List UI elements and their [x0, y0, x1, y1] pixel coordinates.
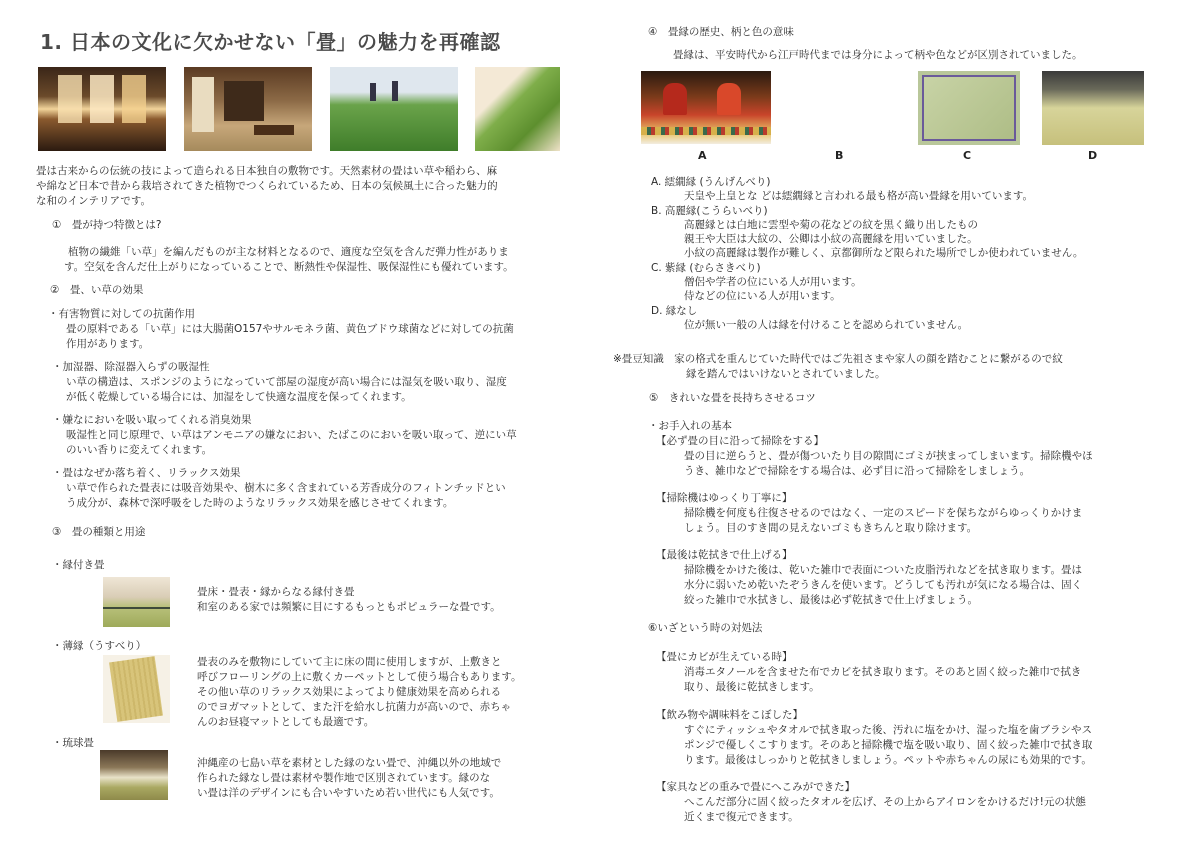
remedy-3-body-2: 近くまで復元できます。 — [684, 811, 799, 823]
tip-2-body-1: 掃除機を何度も往復させるのではなく、一定のスピードを保ちながらゆっくりかけま — [684, 507, 1083, 519]
photo-murasakiberi — [918, 71, 1020, 145]
photo-igusa-field — [330, 67, 458, 151]
intro-line-2: や綿など日本で昔から栽培されてきた植物でつくられているため、日本の気候風土に合った魅力的 — [36, 180, 498, 192]
photo-heri-tatami — [103, 577, 170, 627]
tip-1-title: 【必ず畳の目に沿って掃除をする】 — [656, 435, 824, 447]
effect-1-body-1: 畳の原料である「い草」には大腸菌O157やサルモネラ菌、黄色ブドウ球菌などに対しての抗菌 — [66, 323, 514, 335]
remedy-3-body-1: へこんだ部分に固く絞ったタオルを広げ、その上からアイロンをかけるだけ!元の状態 — [684, 796, 1086, 808]
heri-d-title: D. 縁なし — [651, 305, 698, 317]
tip-3-body-3: 絞った雑巾で水拭きし、最後は必ず乾拭きで仕上げましょう。 — [684, 594, 978, 606]
tip-1-body-2: うき、雑巾などで掃除をする場合は、必ず目に沿って掃除をしましょう。 — [684, 465, 1031, 477]
remedy-1-body-2: 取り、最後に乾拭きします。 — [684, 681, 820, 693]
type-3-body-2: 作られた縁なし畳は素材や製作地で区別されています。縁のな — [197, 772, 491, 784]
photo-herinashi — [1042, 71, 1144, 145]
trivia-line-2: 縁を踏んではいけないとされていました。 — [686, 368, 886, 380]
effect-4-body-2: う成分が、森林で深呼吸をした時のようなリラックス効果を感じさせてくれます。 — [66, 497, 454, 509]
type-3-title: ・琉球畳 — [52, 737, 94, 749]
remedy-1-title: 【畳にカビが生えている時】 — [656, 651, 793, 663]
effect-2-body-1: い草の構造は、スポンジのようになっていて部屋の湿度が高い場合には湿気を吸い取り、湿度 — [66, 376, 507, 388]
section-1-body-2: す。空気を含んだ仕上がりになっていることで、断熱性や保湿性、吸保湿性にも優れています。 — [64, 261, 514, 273]
remedy-2-title: 【飲み物や調味料をこぼした】 — [656, 709, 803, 721]
type-1-body-1: 畳床・畳表・縁からなる縁付き畳 — [197, 586, 355, 598]
effect-1-body-2: 作用があります。 — [66, 338, 150, 350]
type-2-body-3: その他い草のリラックス効果によってより健康効果を高められる — [197, 686, 502, 698]
tip-1-body-1: 畳の目に逆らうと、畳が傷ついたり目の隙間にゴミが挟まってしまいます。掃除機やほ — [684, 450, 1093, 462]
heri-c-body-2: 侍などの位にいる人が用います。 — [684, 290, 841, 302]
heri-a-title: A. 繧繝縁 (うんげんべり) — [651, 176, 771, 188]
tip-2-body-2: しょう。目のすき間の見えないゴミもきちんと取り除けます。 — [684, 522, 978, 534]
effect-3-title: ・嫌なにおいを吸い取ってくれる消臭効果 — [52, 414, 252, 426]
section-6-heading: ⑥いざという時の対処法 — [648, 622, 763, 634]
section-4-heading: ④ 畳縁の歴史、柄と色の意味 — [648, 26, 794, 38]
photo-ungenberi-dolls — [641, 71, 771, 144]
page-title: 1. 日本の文化に欠かせない「畳」の魅力を再確認 — [40, 30, 501, 54]
photo-igusa-bundle — [475, 67, 560, 151]
section-5-heading: ⑤ きれいな畳を長持ちさせるコツ — [649, 392, 816, 404]
tip-2-title: 【掃除機はゆっくり丁寧に】 — [656, 492, 793, 504]
type-2-body-2: 呼びフローリングの上に敷くカーペットとして使う場合もあります。 — [197, 671, 522, 683]
type-3-body-3: い畳は洋のデザインにも合いやすいため若い世代にも人気です。 — [197, 787, 500, 799]
effect-2-body-2: が低く乾燥している場合には、加湿をして快適な温度を保ってくれます。 — [66, 391, 412, 403]
section-1-body-1: 植物の繊維「い草」を編んだものが主な材料となるので、適度な空気を含んだ弾力性がありま — [68, 246, 509, 258]
effect-4-title: ・畳はなぜか落ち着く、リラックス効果 — [52, 467, 241, 479]
effect-3-body-1: 吸湿性と同じ原理で、い草はアンモニアの嫌なにおい、たばこのにおいを吸い取って、逆にい草 — [66, 429, 517, 441]
heri-b-title: B. 高麗縁(こうらいべり) — [651, 205, 768, 217]
photo-label-b: B — [835, 149, 844, 162]
remedy-2-body-2: ポンジで優しくこすります。そのあと掃除機で塩を吸い取り、固く絞った雑巾で拭き取 — [684, 739, 1093, 751]
photo-tatami-room-sunlit — [38, 67, 166, 151]
trivia-line-1: ※畳豆知識 家の格式を重んじていた時代ではご先祖さまや家人の顔を踏むことに繋がるので紋 — [613, 353, 1063, 365]
section-1-heading: ① 畳が持つ特徴とは? — [52, 219, 162, 231]
section-3-heading: ③ 畳の種類と用途 — [52, 526, 146, 538]
heri-b-body-3: 小紋の高麗縁は製作が難しく、京都御所など限られた場所でしか使われていません。 — [684, 247, 1084, 259]
type-2-body-4: のでヨガマットとして、また汗を給水し抗菌力が高いので、赤ちゃ — [197, 701, 512, 713]
effect-4-body-1: い草で作られた畳表には吸音効果や、樹木に多く含まれている芳香成分のフィトンチッドとい — [66, 482, 506, 494]
effect-3-body-2: のいい香りに変えてくれます。 — [66, 444, 213, 456]
photo-traditional-interior — [184, 67, 312, 151]
remedy-3-title: 【家具などの重みで畳にへこみができた】 — [656, 781, 856, 793]
type-2-body-1: 畳表のみを敷物にしていて主に床の間に使用しますが、上敷きと — [197, 656, 502, 668]
heri-b-body-1: 高麗縁とは白地に雲型や菊の花などの紋を黒く織り出したもの — [684, 219, 978, 231]
heri-a-body-1: 天皇や上皇とな どは繧繝縁と言われる最も格が高い畳縁を用いています。 — [684, 190, 1033, 202]
heri-d-body-1: 位が無い一般の人は縁を付けることを認められていません。 — [684, 319, 969, 331]
effect-1-title: ・有害物質に対しての抗菌作用 — [48, 308, 195, 320]
tip-3-body-1: 掃除機をかけた後は、乾いた雑巾で表面についた皮脂汚れなどを拭き取ります。畳は — [684, 564, 1082, 576]
remedy-1-body-1: 消毒エタノールを含ませた布でカビを拭き取ります。そのあと固く絞った雑巾で拭き — [684, 666, 1082, 678]
type-2-title: ・薄縁（うすべり） — [52, 640, 147, 652]
heri-c-body-1: 僧侶や学者の位にいる人が用います。 — [684, 276, 862, 288]
type-1-body-2: 和室のある家では頻繁に目にするもっともポピュラーな畳です。 — [197, 601, 501, 613]
type-2-body-5: んのお昼寝マットとしても最適です。 — [197, 716, 375, 728]
section-2-heading: ② 畳、い草の効果 — [50, 284, 144, 296]
intro-line-3: な和のインテリアです。 — [36, 195, 151, 207]
care-basics-label: ・お手入れの基本 — [648, 420, 732, 432]
photo-label-c: C — [963, 149, 972, 162]
tip-3-title: 【最後は乾拭きで仕上げる】 — [656, 549, 793, 561]
photo-ryukyu-tatami — [100, 750, 168, 800]
heri-b-body-2: 親王や大臣は大紋の、公卿は小紋の高麗縁を用いていました。 — [684, 233, 978, 245]
photo-label-a: A — [698, 149, 707, 162]
type-3-body-1: 沖縄産の七島い草を素材とした縁のない畳で、沖縄以外の地域で — [197, 757, 502, 769]
remedy-2-body-3: ります。最後はしっかりと乾拭きしましょう。ペットや赤ちゃんの尿にも効果的です。 — [684, 754, 1092, 766]
tip-3-body-2: 水分に弱いため乾いたぞうきんを使います。どうしても汚れが気になる場合は、固く — [684, 579, 1083, 591]
photo-label-d: D — [1088, 149, 1098, 162]
heri-c-title: C. 紫縁 (むらさきべり) — [651, 262, 761, 274]
photo-usuberi-mat — [103, 655, 170, 723]
intro-line-1: 畳は古来からの伝統の技によって造られる日本独自の敷物です。天然素材の畳はい草や稲わら、麻 — [36, 165, 498, 177]
remedy-2-body-1: すぐにティッシュやタオルで拭き取った後、汚れに塩をかけ、湿った塩を歯ブラシやス — [684, 724, 1093, 736]
section-4-lead: 畳縁は、平安時代から江戸時代までは身分によって柄や色などが区別されていました。 — [673, 49, 1083, 61]
effect-2-title: ・加湿器、除湿器入らずの吸湿性 — [52, 361, 210, 373]
type-1-title: ・縁付き畳 — [52, 559, 105, 571]
